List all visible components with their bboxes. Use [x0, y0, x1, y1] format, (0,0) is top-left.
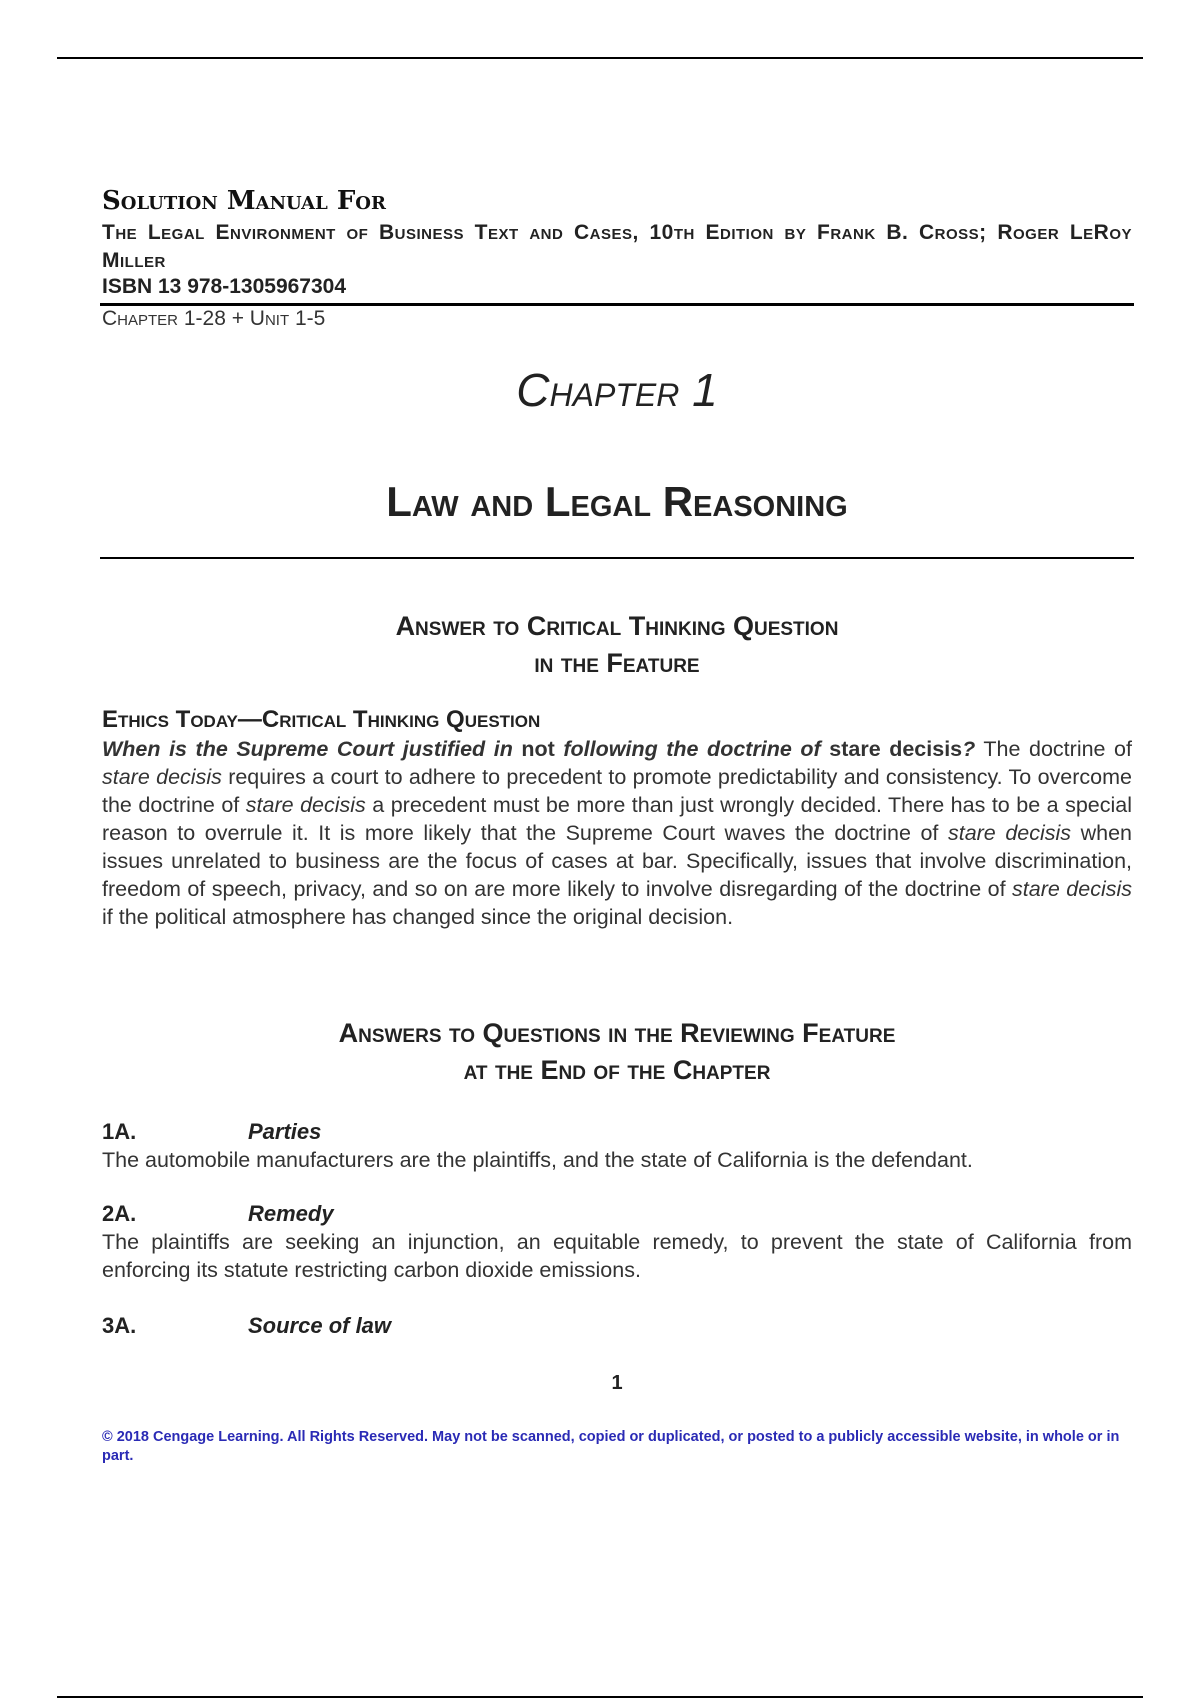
answer-term4: stare decisis: [1012, 877, 1132, 901]
chapter-number: Chapter 1: [516, 364, 718, 416]
review-title-line1: Answers to Questions in the Reviewing Feature: [338, 1018, 896, 1048]
answer-s2: a precedent must be more than just wrongly decided. There has to be a special reason to overrule it. It is more likely that the Supreme Court waves the doctrine of: [102, 793, 1133, 845]
chapter-title: Law and Legal Reasoning: [386, 478, 848, 525]
item-number: 3A.: [102, 1313, 137, 1338]
answer-s1a: The doctrine of: [975, 737, 1132, 761]
question-part1: When is the Supreme Court justified in: [102, 737, 522, 761]
book-title: The Legal Environment of Business Text and Cases, 10th Edition by Frank B. Cross; Roger LeRoy Miller: [102, 221, 1132, 272]
question-mark: ?: [962, 737, 976, 761]
item-heading: Source of law: [248, 1313, 392, 1338]
question-term: stare decisis: [829, 737, 963, 761]
answer-term3: stare decisis: [947, 821, 1072, 845]
answer-term2: stare decisis: [245, 793, 366, 817]
critical-section-title: [0, 608, 1200, 682]
copyright-notice: © 2018 Cengage Learning. All Rights Reserved. May not be scanned, copied or duplicated, or posted to a publicly accessible website, in whole or in part.: [102, 1429, 1120, 1464]
item-number: 2A.: [102, 1201, 137, 1226]
header-rule: [100, 303, 1134, 306]
answer-term1: stare decisis: [102, 765, 222, 789]
chapter-rule: [100, 557, 1134, 559]
answer-s3: when issues unrelated to business are the focus of cases at bar. Specifically, issues that involve discrimination, freedom of speech, privacy, and so on are more likely to involve disregarding of the doctrine of: [102, 821, 1132, 901]
answer-s4: if the political atmosphere has changed since the original decision.: [102, 905, 734, 929]
solution-manual-title: Solution Manual For: [102, 186, 386, 216]
critical-title-line2: in the Feature: [534, 648, 700, 678]
question-part2: following the doctrine of: [554, 737, 830, 761]
review-title-line2: at the End of the Chapter: [463, 1055, 771, 1085]
review-section-title: [0, 1015, 1200, 1089]
item-text: The automobile manufacturers are the plaintiffs, and the state of California is the defendant.: [102, 1148, 973, 1172]
page-number: 1: [611, 1372, 623, 1394]
critical-answer-paragraph: [102, 735, 1132, 931]
critical-title-line1: Answer to Critical Thinking Question: [395, 611, 839, 641]
item-text: The plaintiffs are seeking an injunction, an equitable remedy, to prevent the state of California from enforcing its statute restricting carbon dioxide emissions.: [102, 1230, 1132, 1282]
ethics-subheading: Ethics Today—Critical Thinking Question: [102, 706, 541, 733]
item-number: 1A.: [102, 1119, 137, 1144]
bottom-rule: [57, 1696, 1143, 1698]
answer-s1b: requires a court to adhere to precedent to promote predictability and consistency. To overcome the doctrine of: [102, 765, 1132, 817]
coverage-line: Chapter 1-28 + Unit 1-5: [102, 307, 326, 330]
item-heading: Parties: [248, 1119, 322, 1144]
question-not: not: [521, 737, 555, 761]
top-rule: [57, 57, 1143, 59]
isbn: ISBN 13 978-1305967304: [102, 275, 347, 298]
item-heading: Remedy: [248, 1201, 334, 1226]
